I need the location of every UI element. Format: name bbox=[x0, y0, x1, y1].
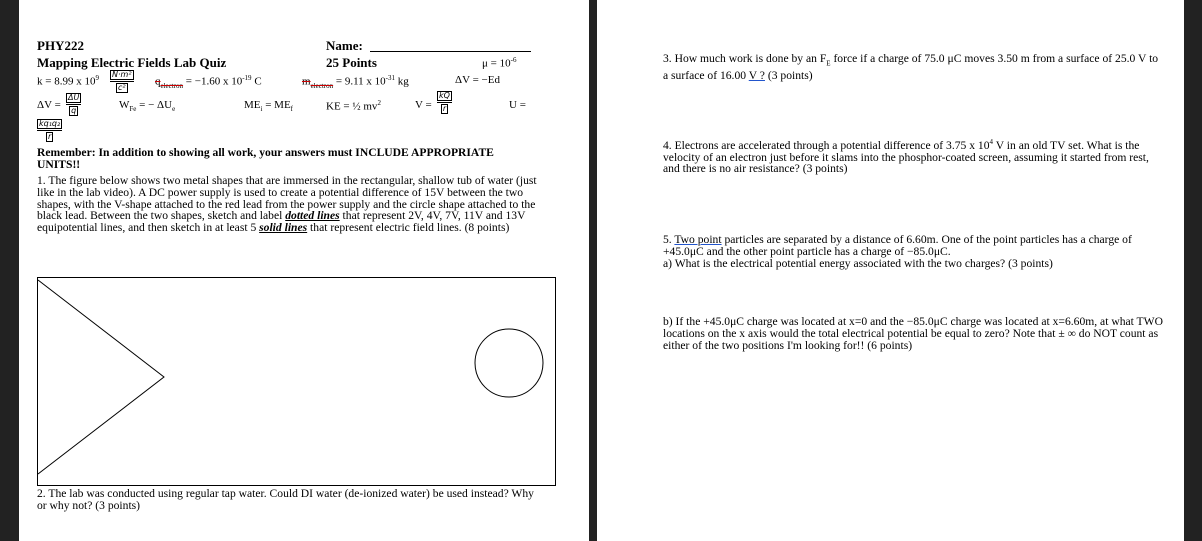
mech-energy-formula: $ME_i = ME_f$ bbox=[244, 99, 294, 114]
question-5b: b) If the +45.0μC charge was located at x=0 and the −85.0μC charge was located at x=6.60m, at what TWO locations on the x axis would the total electrical potential be equal to zero? Note that ± ∞ do NOT count as either of the two positions I'm looking for!! (6 points) bbox=[663, 315, 1163, 352]
quiz-page-left bbox=[19, 0, 589, 541]
circle-electrode bbox=[475, 329, 543, 397]
kinetic-energy-formula: KE = ½ $mv^2$ bbox=[326, 99, 381, 113]
electron-mass-constant: $m_{electron} = 9.11$ x $10^{-31}$ kg bbox=[302, 74, 409, 90]
u-label: U = bbox=[509, 99, 526, 111]
question-2: 2. The lab was conducted using regular tap water. Could DI water (de-ionized water) be used instead? Why or why not? (3 points) bbox=[37, 487, 534, 512]
v-label: V = bbox=[415, 99, 432, 111]
electron-charge-constant: $q_{electron} = -1.60$ x $10^{-19}$ C bbox=[155, 74, 262, 90]
dv-ed-formula: ΔV = −Ed bbox=[455, 74, 500, 86]
question-3: 3. How much work is done by an $F_E$ force if a charge of 75.0 μC moves 3.50 m from a surface of 25.0 V to a surface of 16.00 V ? (3 points) bbox=[663, 52, 1159, 83]
tub-outline bbox=[38, 278, 556, 486]
quiz-title: Mapping Electric Fields Lab Quiz bbox=[37, 55, 227, 70]
mu-constant: $\mu = 10^{-6}$ bbox=[482, 56, 517, 70]
work-formula: $W_{Fe}$ = − $\Delta U_e$ bbox=[119, 99, 176, 114]
u-handwritten-fraction: $\frac{\text{kq₁q₂}}{r}$ bbox=[39, 119, 61, 141]
v-handwritten-fraction: $\frac{kQ}{r}$ bbox=[439, 91, 450, 113]
question-5: 5. Two point particles are separated by a distance of 6.60m. One of the point particles has a charge of +45.0μC and the other point particle has a charge of −85.0μC. a) What is the electrical potential energy associated with the two charges? (3 points) bbox=[663, 233, 1132, 270]
v-shape-electrode bbox=[38, 280, 164, 474]
water-tub-figure bbox=[37, 277, 557, 487]
dv-label: ΔV = bbox=[37, 99, 61, 111]
dv-handwritten-fraction: $\frac{\Delta U}{q}$ bbox=[68, 93, 80, 115]
course-code: PHY222 bbox=[37, 38, 84, 53]
question-1: 1. The figure below shows two metal shapes that are immersed in the rectangular, shallow tub of water (just like in the lab video). A DC power supply is used to create a potential difference of 15V between the two shapes, with the V-shape attached to the red lead from the power supply and the circle shape attached to the black lead. Between the two shapes, sketch and label dotted lines that represent 2V, 4V, 7V, 11V and 13V equipotential lines, and then sketch in at least 5 solid lines that represent electric field lines. (8 points) bbox=[37, 174, 537, 235]
points-label: 25 Points bbox=[326, 55, 377, 70]
k-constant: k = 8.99 x $10^9$ bbox=[37, 74, 99, 88]
question-4: 4. Electrons are accelerated through a potential difference of 3.75 x $10^4$ V in an old TV set. What is the velocity of an electron just before it slams into the phosphor-coated screen, assuming it started from rest, and there is no air resistance? (3 points) bbox=[663, 138, 1149, 176]
k-units-handwritten: $\frac{\text{N·m²}}{\text{c²}}$ bbox=[112, 70, 132, 92]
name-label: Name: bbox=[326, 38, 363, 53]
name-blank-line[interactable] bbox=[370, 51, 531, 52]
remember-note: Remember: In addition to showing all work, your answers must INCLUDE APPROPRIATE UNITS!! bbox=[37, 146, 494, 171]
quiz-page-right bbox=[597, 0, 1184, 541]
